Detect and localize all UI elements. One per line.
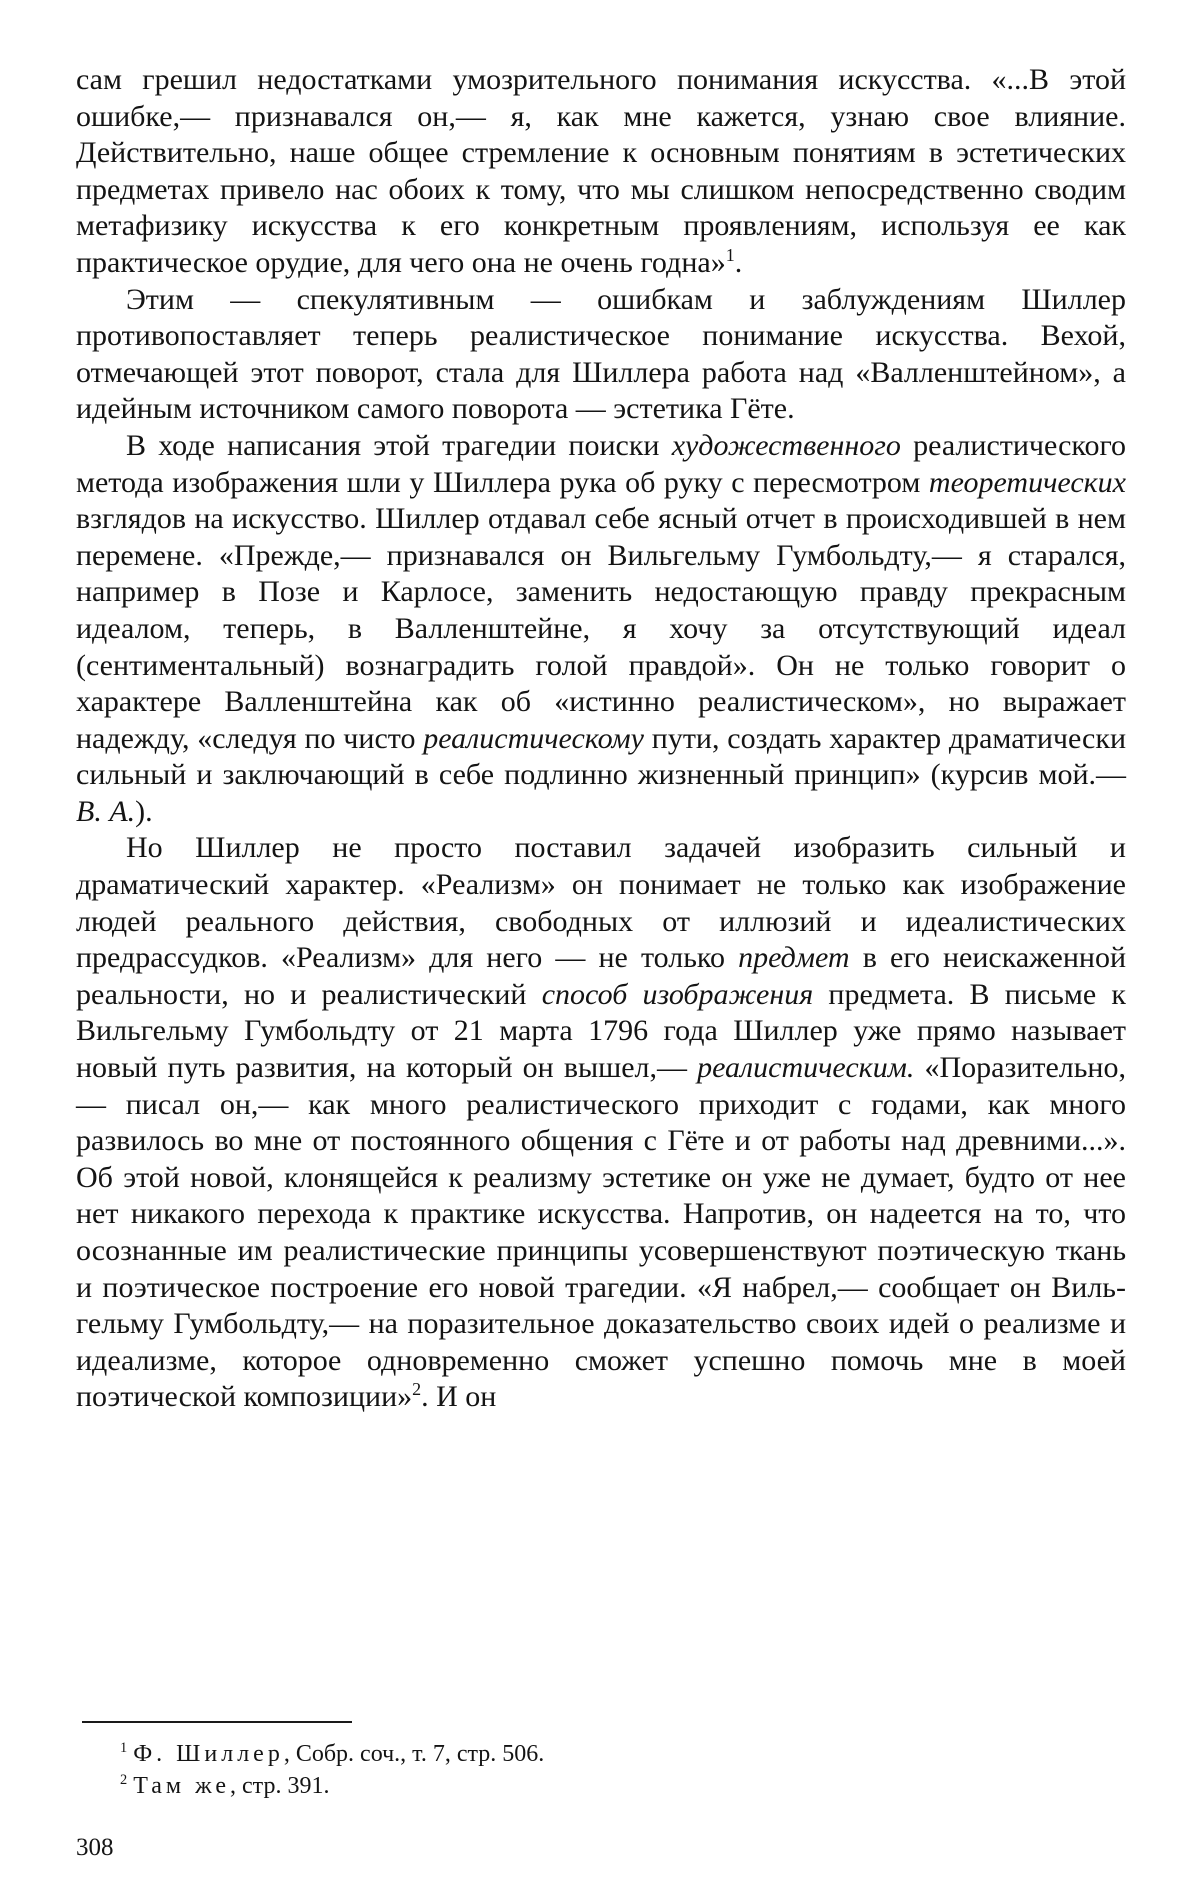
italic-text: В. А. — [76, 794, 136, 828]
footnote-divider — [82, 1721, 352, 1723]
text-run: ). — [135, 794, 153, 828]
footnote-1-author: Ф. Шиллер — [133, 1741, 284, 1767]
text-run: пути, создать характер драматически сильный и заключающий в себе подлинно жизненный принцип» (курсив мой.— — [76, 721, 1126, 792]
page-body — [76, 62, 1126, 1416]
footnote-2-mark: 2 — [120, 1772, 128, 1788]
italic-text: предмет — [738, 941, 850, 975]
text-run: . И он — [421, 1380, 497, 1414]
text-run: Этим — спекулятивным — ошибкам и заблуждениям Шиллер противопоставляет теперь реалистическое понимание искусства. Вехой, отмечающей этот поворот, стала для Шиллера работа над «Валленштейном», а идейным источником самого поворота — эстетика Гёте. — [76, 282, 1126, 426]
text-run: В ходе написания этой трагедии поиски — [126, 428, 672, 462]
italic-text: способ изображения — [541, 977, 814, 1011]
paragraph-1 — [76, 62, 1126, 282]
text-run: Но Шиллер не просто поставил задачей изобразить сильный и драматический характер. «Реализм» он понимает не только как изображение людей реального действия, свободных от иллюзий и идеалистических предрассудков. «Реализм» для него — не только — [76, 831, 1126, 975]
footnote-1 — [120, 1738, 1020, 1770]
footnotes — [120, 1738, 1020, 1802]
footnote-1-mark: 1 — [120, 1740, 128, 1756]
text-run: «Поразительно,— писал он,— как много реалистического приходит с годами, как много развилось во мне от постоянного общения с Гёте и от работы над древними...». Об этой новой, клонящейся к реализму эстетике он уже не думает, будто от нее нет никакого перехода к практике искусства. Напротив, он надеется на то, что осознанные им реалистические принципы усовершенствуют поэтическую ткань и поэтическое построение его новой трагедии. «Я набрел,— сообщает он Вильгельму Гумбольдту,— на поразительное доказательство своих идей о реализме и идеализме, которое одновременно сможет успешно помочь мне в моей поэтической композиции» — [76, 1051, 1126, 1414]
footnote-reference: 1 — [725, 244, 735, 265]
text-run: . — [734, 245, 743, 279]
footnote-2-text: , стр. 391. — [230, 1773, 330, 1799]
italic-text: реалистическим. — [697, 1051, 915, 1085]
text-run: предмета. В письме к Вильгельму Гумбольдту от 21 марта 1796 года Шиллер уже прямо называет новый путь развития, на который он вышел,— — [76, 977, 1126, 1085]
footnote-2-author: Там же — [133, 1773, 231, 1799]
footnote-1-text: , Собр. соч., т. 7, стр. 506. — [283, 1741, 545, 1767]
page-number: 308 — [76, 1834, 114, 1861]
text-run: взглядов на искусство. Шиллер отдавал себе ясный отчет в происходившей в нем перемене. «Прежде,— признавался он Вильгельму Гумбольдту,— я старался, например в Позе и Карлосе, заменить недостающую правду прекрасным идеалом, теперь, в Валленштейне, я хочу за отсутствующий идеал (сентиментальный) вознаградить голой правдой». Он не только говорит о характере Валленштейна как об «истинно реалистическом», но выражает надежду, «следуя по чисто — [76, 502, 1126, 755]
italic-text: художественного — [671, 428, 901, 462]
italic-text: реалистическому — [423, 721, 644, 755]
italic-text: теоретических — [928, 465, 1126, 499]
text-run: сам грешил недостатками умозрительного понимания искусства. «...В этой ошибке,— признавался он,— я, как мне кажется, узнаю свое влияние. Действительно, наше общее стремление к основным понятиям в эстетических предметах привело нас обоих к тому, что мы слишком непосредственно сводим метафизику искусства к его конкретным проявлениям, используя ее как практическое орудие, для чего она не очень годна» — [76, 63, 1126, 279]
footnote-2 — [120, 1770, 1020, 1802]
paragraph-3 — [76, 428, 1126, 831]
footnote-reference: 2 — [412, 1379, 422, 1400]
paragraph-4 — [76, 830, 1126, 1416]
text-run: в его неискаженной реальности, но и реалистический — [76, 941, 1126, 1011]
paragraph-2 — [76, 282, 1126, 428]
text-run: реалистического метода изображения шли у Шиллера рука об руку с пересмотром — [76, 428, 1127, 499]
